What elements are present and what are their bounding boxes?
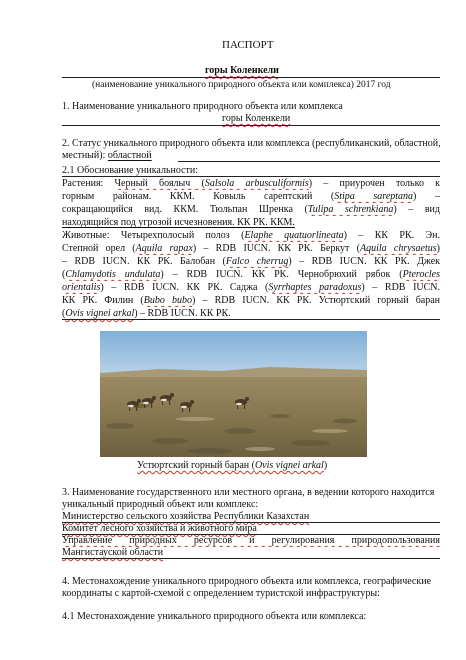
animals-line-4: (Chlamydotis undulata) – RDB IUCN. КК РК. Чернобрюхий рябок (Pterocles	[62, 269, 440, 280]
plants-line-4: находящийся под угрозой исчезновения. КК РК. ККМ.	[62, 217, 295, 228]
section-2-underline	[178, 161, 440, 162]
section-2-1-underline	[62, 176, 440, 177]
plants-line-3: сокращающийся вид. ККМ. Тюльпан Шренка (Tulipa schrenkiana) – вид	[62, 204, 440, 215]
section-1-heading: 1. Наименование уникального природного объекта или комплекса	[62, 101, 343, 112]
animals-line-2: Степной орел (Aquila rapax) – RDB IUCN. КК РК. Беркут (Aquila chrysaetus)	[62, 243, 440, 254]
section-4-1-heading: 4.1 Местонахождение уникального природного объекта или комплекса:	[62, 611, 367, 622]
section-3-underline-4	[62, 558, 440, 559]
section-2-1-end-underline	[62, 319, 440, 320]
animals-line-1: Животные: Четырехполосый полоз (Elaphe quatuorlineata) – КК РК. Эн.	[62, 230, 440, 241]
animals-line-6: КК РК. Филин (Bubo bubo) – RDB IUCN. КК РК. Устюртский горный баран	[62, 295, 440, 306]
section-2-1-heading: 2.1 Обоснование уникальности:	[62, 165, 199, 176]
object-caption: (наименование уникального природного объекта или комплекса) 2017 год	[92, 80, 391, 90]
section-3-line2: уникальный природный объект или комплекс:	[62, 499, 259, 510]
section-2-line2: местный): областной	[62, 150, 152, 161]
section-3-line1: 3. Наименование государственного или местного органа, в ведении которого находится	[62, 487, 435, 498]
plants-line-1: Растения: Черный боялыч (Salsola arbusculiformis) – приурочен только к	[62, 178, 440, 189]
animals-line-3: – RDB IUCN. КК РК. Балобан (Falco cherrug) – RDB IUCN. КК РК. Джек	[62, 256, 440, 267]
section-1-underline	[62, 125, 440, 126]
argali-photo	[100, 331, 367, 457]
section-1-value: горы Коленкели	[222, 113, 291, 124]
animals-line-7: (Ovis vignei arkal) – RDB IUCN. КК РК.	[62, 308, 231, 319]
object-name-underline	[62, 77, 440, 78]
plants-line-2: горным районам. ККМ. Ковыль сарептский (Stipa sareptana) –	[62, 191, 440, 202]
section-3-value-2: Комитет лесного хозяйства и животного мира	[62, 523, 257, 534]
animals-line-5: orientalis) – RDB IUCN. КК РК. Саджа (Syrrhaptes paradoxus) – RDB IUCN.	[62, 282, 440, 293]
object-name: горы Коленкели	[205, 65, 279, 76]
section-3-value-3: Управление природных ресурсов и регулирования природопользования	[62, 535, 440, 546]
section-2-line1: 2. Статус уникального природного объекта или комплекса (республиканский, областной,	[62, 138, 441, 149]
section-3-value-4: Мангистауской области	[62, 547, 164, 558]
document-title: ПАСПОРТ	[222, 39, 274, 51]
photo-caption: Устюртский горный баран (Ovis vignei arkal)	[137, 460, 328, 471]
section-4-line2: координаты с картой-схемой с определением туристской инфраструктуры:	[62, 588, 380, 599]
section-4-line1: 4. Местонахождение уникального природного объекта или комплекса, географические	[62, 576, 432, 587]
section-3-value-1: Министерство сельского хозяйства Республики Казахстан	[62, 511, 310, 522]
